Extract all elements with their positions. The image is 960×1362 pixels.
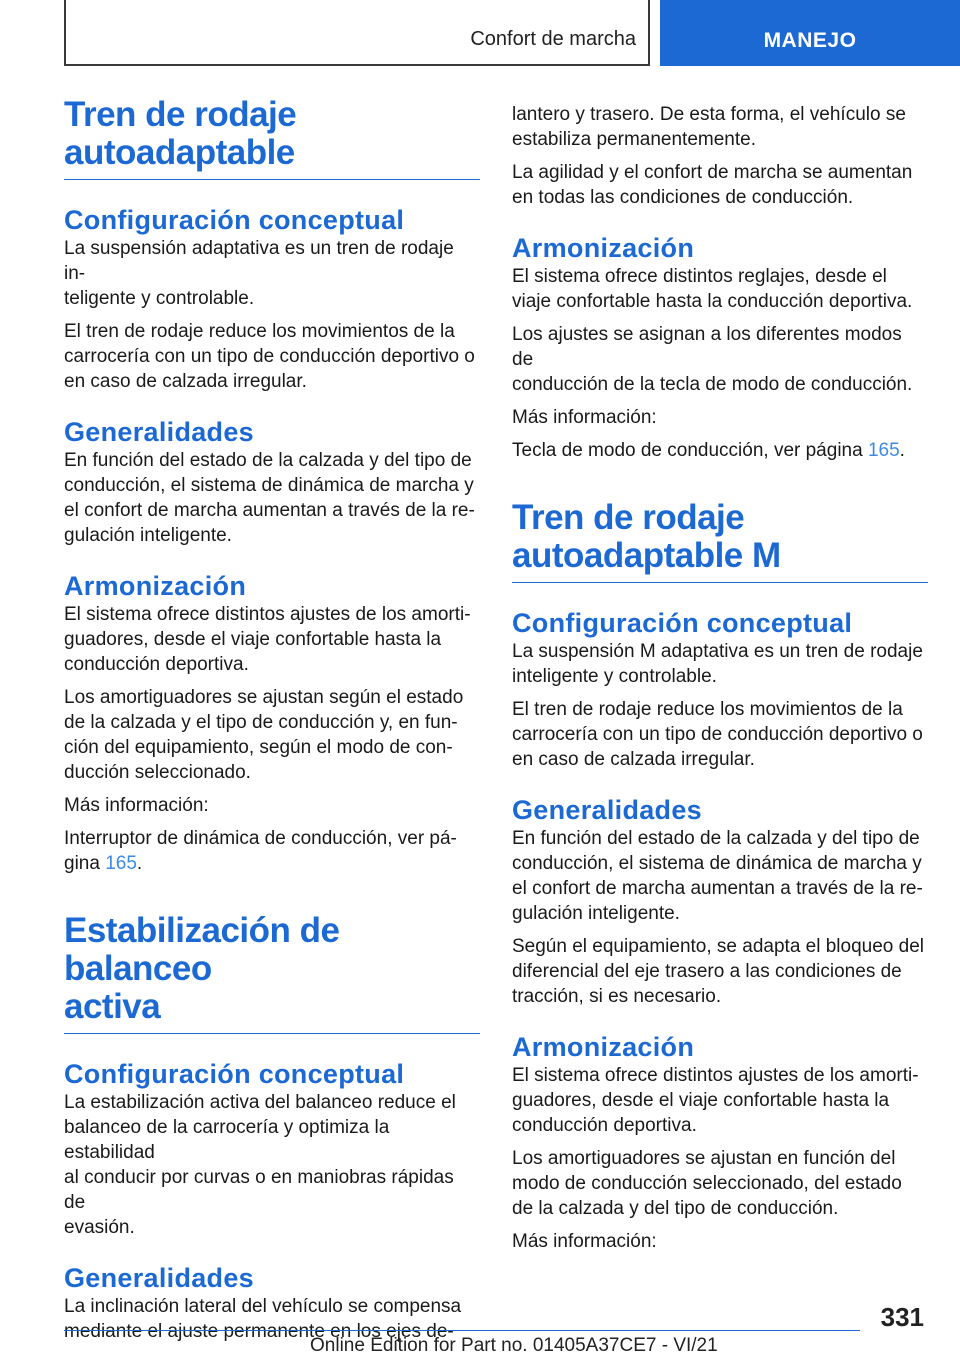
paragraph: El sistema ofrece distintos ajustes de los amorti‐ guadores, desde el viaje confortable hasta la conducción deportiva. [64,604,471,675]
footer-divider [64,1330,860,1331]
subsection-title: Armonización [512,1032,695,1062]
chapter-label: MANEJO [763,29,857,52]
paragraph: En función del estado de la calzada y del tipo de conducción, el sistema de dinámica de marcha y el confort de marcha aumentan a través de la re‐ gulación inteligente. [512,828,923,924]
paragraph: El tren de rodaje reduce los movimientos de la carrocería con un tipo de conducción deportivo o en caso de calzada irregular. [64,321,475,392]
paragraph: Los ajustes se asignan a los diferentes modos de conducción de la tecla de modo de conducción. [512,324,913,395]
chapter-tab[interactable] [660,0,960,66]
section-title-tren-de-rodaje-m: Tren de rodaje autoadaptable M [512,498,781,575]
section-breadcrumb-box [64,0,650,66]
paragraph: El tren de rodaje reduce los movimientos de la carrocería con un tipo de conducción deportivo o en caso de calzada irregular. [512,699,923,770]
paragraph: Más información: [512,1231,657,1252]
section-title-estabilizacion: Estabilización de balanceo activa [64,911,340,1026]
paragraph: Tecla de modo de conducción, ver página 165. [512,440,905,461]
paragraph: Los amortiguadores se ajustan según el estado de la calzada y el tipo de conducción y, en fun‐ ción del equipamiento, según el modo de con‐ ducción seleccionado. [64,687,464,783]
title-divider [64,1033,480,1034]
edition-footer: Online Edition for Part no. 01405A37CE7 - VI/21 [310,1335,718,1356]
subsection-title: Configuración conceptual [64,1059,405,1089]
subsection-title: Armonización [512,233,695,263]
paragraph: lantero y trasero. De esta forma, el vehículo se estabiliza permanentemente. [512,104,906,150]
paragraph: La agilidad y el confort de marcha se aumentan en todas las condiciones de conducción. [512,162,913,208]
subsection-title: Armonización [64,571,247,601]
paragraph: El sistema ofrece distintos ajustes de los amorti‐ guadores, desde el viaje confortable hasta la conducción deportiva. [512,1065,919,1136]
page-link[interactable]: 165 [105,853,137,874]
paragraph: La suspensión M adaptativa es un tren de rodaje inteligente y controlable. [512,641,923,687]
page-header [64,0,960,66]
paragraph: Más información: [64,795,209,816]
paragraph: Interruptor de dinámica de conducción, ver pá‐ gina 165. [64,828,457,874]
subsection-title: Configuración conceptual [512,608,853,638]
subsection-title: Generalidades [64,417,254,447]
paragraph: La suspensión adaptativa es un tren de rodaje in‐ teligente y controlable. [64,238,454,309]
subsection-title: Configuración conceptual [64,205,405,235]
page-number: 331 [880,1302,924,1332]
paragraph: Los amortiguadores se ajustan en función del modo de conducción seleccionado, del estado de la calzada y del tipo de conducción. [512,1148,902,1219]
paragraph: La inclinación lateral del vehículo se compensa mediante el ajuste permanente en los ejes de‐ [64,1296,462,1342]
page-link[interactable]: 165 [867,440,900,461]
title-divider [64,179,480,180]
left-column [64,96,480,1344]
paragraph: Más información: [512,407,657,428]
subsection-title: Generalidades [512,795,702,825]
paragraph: En función del estado de la calzada y del tipo de conducción, el sistema de dinámica de marcha y el confort de marcha aumentan a través de la re‐ gulación inteligente. [64,450,475,546]
title-divider [512,582,928,583]
section-title-tren-de-rodaje: Tren de rodaje autoadaptable [64,95,297,172]
paragraph: El sistema ofrece distintos reglajes, desde el viaje confortable hasta la conducción deportiva. [512,266,913,312]
paragraph: Según el equipamiento, se adapta el bloqueo del diferencial del eje trasero a las condiciones de tracción, si es necesario. [512,936,924,1007]
subsection-title: Generalidades [64,1263,254,1293]
right-column [512,96,928,1254]
section-breadcrumb[interactable]: Confort de marcha [470,28,636,50]
paragraph: La estabilización activa del balanceo reduce el balanceo de la carrocería y optimiza la estabilidad al conducir por curvas o en maniobras rápidas de evasión. [64,1092,456,1238]
